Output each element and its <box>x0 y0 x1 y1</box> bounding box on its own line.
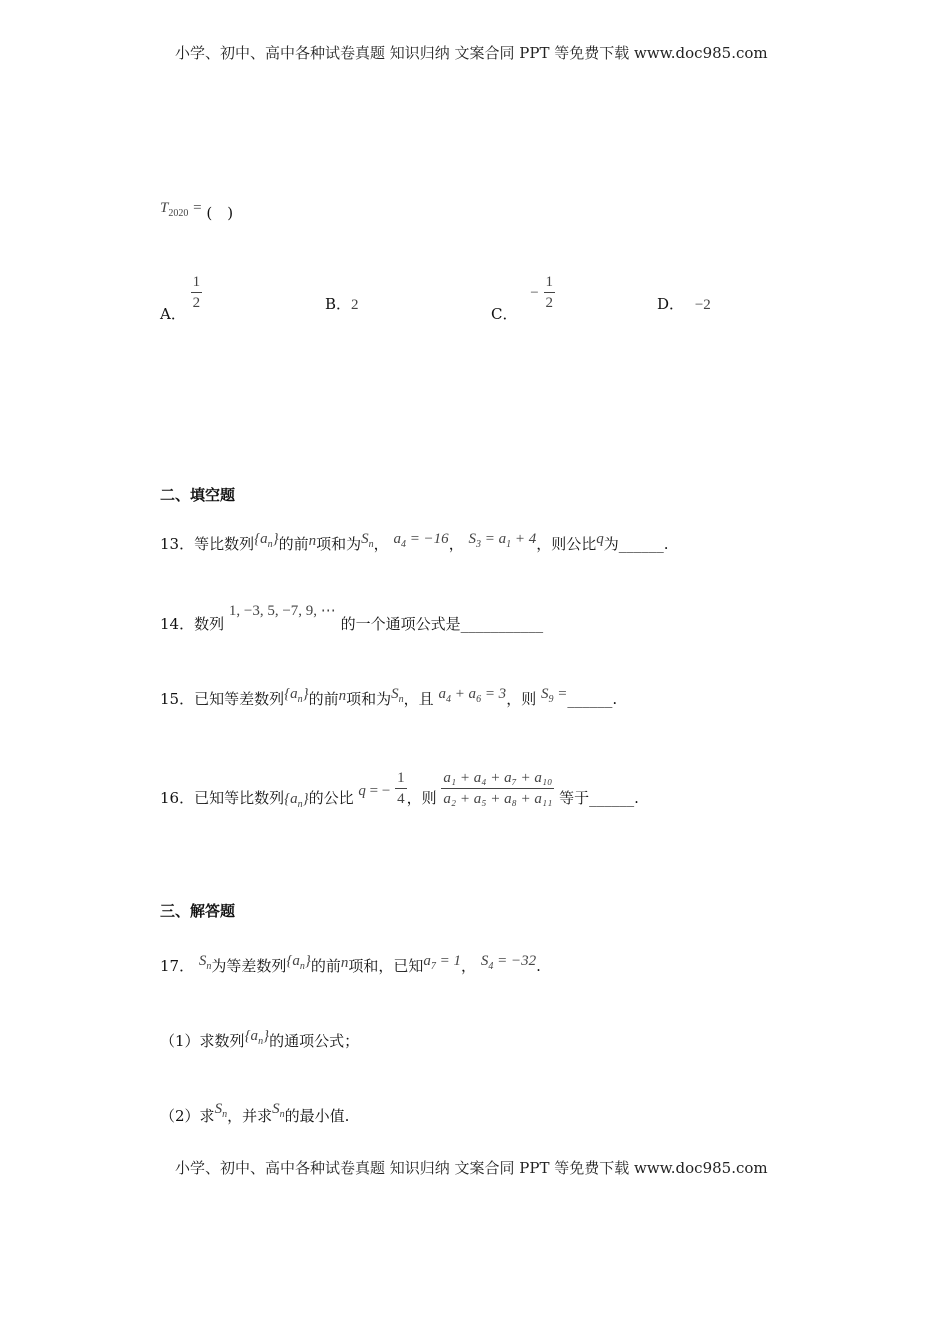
q17-part2-S-sub: n <box>222 1109 228 1120</box>
q15-seq-sub: n <box>297 694 303 705</box>
q17-S4-sub: 4 <box>488 961 494 972</box>
q17-part1-seq-close: } <box>263 1028 270 1044</box>
q13 <box>160 531 669 561</box>
q13-a4-letter: a <box>393 531 401 547</box>
q17-S <box>198 953 212 972</box>
option-a-fraction <box>191 272 203 313</box>
q12-eq: = <box>193 200 202 216</box>
q13-a4-sub: 4 <box>400 539 406 550</box>
q12-answer-paren: ( ) <box>206 204 234 222</box>
q17-part1-seq <box>244 1028 270 1047</box>
q17-part2-label: （2） <box>160 1107 200 1125</box>
q13-seq-a: {a <box>254 531 268 547</box>
q17-text1: 为等差数列 <box>211 957 287 975</box>
q13-text2: 的前 <box>278 535 309 553</box>
option-a-denominator: 2 <box>192 295 201 311</box>
q14 <box>160 603 544 635</box>
q17-n: n <box>340 955 349 971</box>
q16-ratio-fraction <box>395 768 407 809</box>
q13-text1: 等比数列 <box>194 535 255 553</box>
q15-S-letter: S <box>391 686 399 702</box>
q16-q: q <box>358 782 366 799</box>
q14-text2: 的一个通项公式是___________ <box>340 615 544 633</box>
q17-part2 <box>160 1101 350 1133</box>
q17-a7-letter: a <box>423 953 431 969</box>
q17-part1-seq-sub: n <box>258 1036 264 1047</box>
q17-a7 <box>423 953 462 972</box>
q15-seq-close: } <box>302 686 309 702</box>
q16-seq-sub: n <box>297 798 303 810</box>
q17-seq-close: } <box>304 953 311 969</box>
q16-eq: = − <box>365 782 391 799</box>
q15-text4: ，且 <box>403 690 434 708</box>
q15-S9 <box>540 686 568 705</box>
option-d-value: −2 <box>694 297 711 313</box>
q16-text4: 等于______. <box>559 788 639 807</box>
page-header: 小学、初中、高中各种试卷真题 知识归纳 文案合同 PPT 等免费下载 www.doc985.com <box>175 44 768 62</box>
q15-S9-letter: S <box>540 686 549 702</box>
section2-title: 二、填空题 <box>160 486 236 504</box>
q15-S9-sub: 9 <box>548 694 554 705</box>
q16-big-den: a₂ + a₅ + a₈ + a₁₁ <box>443 791 553 807</box>
q16-ratio-num: 1 <box>395 768 407 789</box>
q13-S3-sub: 3 <box>475 539 481 550</box>
q13-seq <box>254 531 279 550</box>
option-d <box>657 294 711 315</box>
q13-seq-close: } <box>272 531 279 547</box>
q15-plus: + a <box>450 686 477 702</box>
option-c <box>491 272 555 323</box>
q17 <box>160 953 541 983</box>
q15-a4-sub: 4 <box>445 694 451 705</box>
option-c-sign: − <box>530 284 539 301</box>
q17-part2-S2-letter: S <box>272 1101 280 1117</box>
q17-part2-S <box>214 1101 228 1120</box>
q17-text3: 项和，已知 <box>348 957 424 975</box>
q13-text5: ， <box>448 535 464 553</box>
q16-seq-a: {a <box>284 790 298 807</box>
q13-seq-sub: n <box>267 539 273 550</box>
q15-text5: ，则 <box>506 690 537 708</box>
q14-number: 14． <box>160 615 195 633</box>
q17-part2-S2 <box>272 1101 285 1120</box>
q16-seq-close: } <box>302 790 309 807</box>
option-c-denominator: 2 <box>545 295 554 311</box>
q17-part1-text1: 求数列 <box>199 1032 245 1050</box>
q17-seq-sub: n <box>299 961 305 972</box>
q12-T-sub: 2020 <box>168 208 189 219</box>
q17-part1-seq-a: {a <box>244 1028 259 1044</box>
q17-a7-sub: 7 <box>430 961 436 972</box>
q13-S <box>361 531 374 550</box>
q13-q: q <box>596 531 604 547</box>
q13-text4: ， <box>373 535 389 553</box>
q13-S3 <box>468 531 537 550</box>
q15-a6-sub: 6 <box>476 694 482 705</box>
q16-text2: 的公比 <box>308 788 354 807</box>
q14-text1: 数列 <box>194 615 225 633</box>
q17-S4-rest: = −32 <box>493 953 537 969</box>
q17-part2-text2: ，并求 <box>227 1107 273 1125</box>
q17-text4: ， <box>461 957 477 975</box>
option-c-numerator: 1 <box>544 272 556 293</box>
q15-text3: 项和为 <box>346 690 392 708</box>
q13-text6: ，则公比 <box>536 535 597 553</box>
q17-S-letter: S <box>198 953 207 969</box>
q13-a4 <box>393 531 449 550</box>
q12-T: T <box>160 200 169 216</box>
option-b <box>325 294 359 315</box>
q13-text3: 项和为 <box>316 535 362 553</box>
q15 <box>160 686 618 716</box>
q13-number: 13． <box>160 535 195 553</box>
q17-part1-text2: 的通项公式； <box>269 1032 360 1050</box>
option-b-value: 2 <box>351 297 359 313</box>
q16-seq <box>284 790 309 810</box>
option-c-fraction <box>544 272 556 313</box>
q15-text1: 已知等差数列 <box>194 690 285 708</box>
option-a-numerator: 1 <box>191 272 203 293</box>
q12-expression <box>160 197 233 224</box>
q14-sequence: 1, −3, 5, −7, 9, ⋯ <box>228 603 336 619</box>
q15-seq <box>284 686 309 705</box>
q17-seq <box>286 953 311 972</box>
q17-part2-text1: 求 <box>199 1107 215 1125</box>
q16 <box>160 758 639 810</box>
q16-number: 16． <box>160 788 195 807</box>
q15-blank: ______. <box>567 690 618 708</box>
q15-S-sub: n <box>398 694 404 705</box>
q16-ratio-den: 4 <box>397 791 405 807</box>
q15-text2: 的前 <box>308 690 339 708</box>
q13-text7: 为______. <box>603 535 669 553</box>
q17-part1-label: （1） <box>160 1032 200 1050</box>
q13-S3-rest: = a <box>480 531 507 547</box>
q15-a4-letter: a <box>438 686 446 702</box>
q17-S-sub: n <box>206 961 212 972</box>
q17-part2-S-letter: S <box>214 1101 223 1117</box>
q16-text3: ，则 <box>406 788 437 807</box>
q15-n: n <box>338 688 347 704</box>
page-footer: 小学、初中、高中各种试卷真题 知识归纳 文案合同 PPT 等免费下载 www.doc985.com <box>175 1159 768 1177</box>
q17-text2: 的前 <box>310 957 341 975</box>
q13-a4-rest: = −16 <box>405 531 449 547</box>
q13-a1-sub: 1 <box>506 539 512 550</box>
q13-plus4: + 4 <box>511 531 537 547</box>
q16-big-num: a₁ + a₄ + a₇ + a₁₀ <box>441 768 554 789</box>
q13-S-letter: S <box>361 531 369 547</box>
q15-number: 15． <box>160 690 195 708</box>
option-a-label: A． <box>160 304 186 323</box>
q17-part2-text3: 的最小值. <box>284 1107 350 1125</box>
q16-text1: 已知等比数列 <box>194 788 285 807</box>
q17-part2-S2-sub: n <box>279 1109 285 1120</box>
q15-eq: = <box>553 686 568 702</box>
q17-text5: . <box>536 957 541 975</box>
q15-S <box>391 686 404 705</box>
q13-S-sub: n <box>368 539 374 550</box>
q17-seq-a: {a <box>286 953 300 969</box>
q17-part1 <box>160 1028 360 1058</box>
option-a <box>160 272 202 323</box>
q17-S4-letter: S <box>480 953 489 969</box>
q15-eq3: = 3 <box>481 686 507 702</box>
q13-S3-letter: S <box>468 531 476 547</box>
q15-sum <box>438 686 507 705</box>
q17-number: 17． <box>160 957 195 975</box>
section3-title: 三、解答题 <box>160 902 236 920</box>
q16-big-fraction <box>441 768 554 809</box>
option-b-label: B． <box>325 295 352 313</box>
option-c-label: C． <box>491 304 518 323</box>
q15-seq-a: {a <box>284 686 298 702</box>
option-d-label: D． <box>657 295 685 313</box>
q17-a7-rest: = 1 <box>435 953 462 969</box>
q13-n: n <box>308 533 317 549</box>
q17-S4 <box>480 953 537 972</box>
